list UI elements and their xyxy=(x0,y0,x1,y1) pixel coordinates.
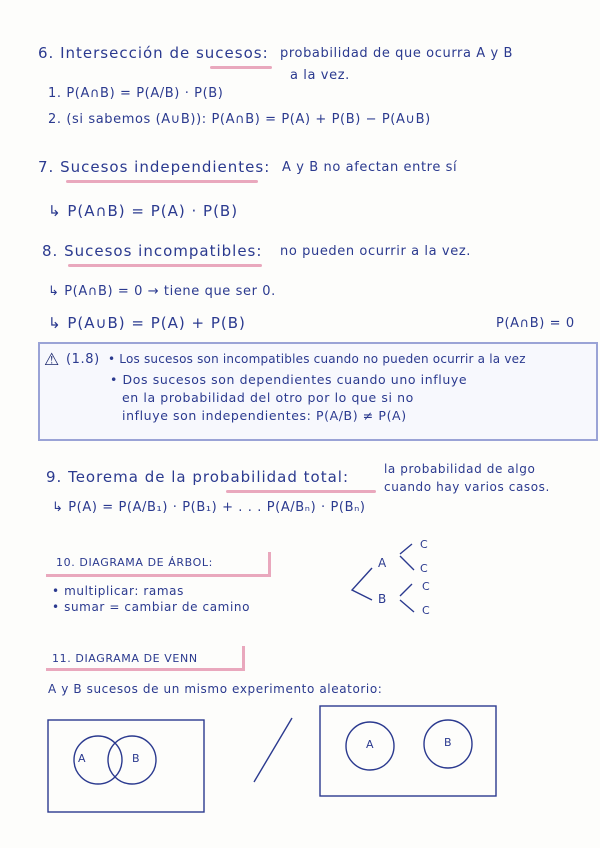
tree-leaf-1: C xyxy=(420,538,429,551)
section-11-definition: A y B sucesos de un mismo experimento aleatorio: xyxy=(48,682,383,696)
section-8-formula-1: ↳ P(A∩B) = 0 → tiene que ser 0. xyxy=(48,284,276,299)
section-6-formula-1: 1. P(A∩B) = P(A/B) · P(B) xyxy=(48,86,224,101)
note-line-4: influye son independientes: P(A/B) ≠ P(A) xyxy=(122,408,407,423)
section-11-title: 11. DIAGRAMA DE VENN xyxy=(52,652,198,665)
note-line-2: • Dos sucesos son dependientes cuando uno influye xyxy=(110,372,468,387)
section-8-title: 8. Sucesos incompatibles: xyxy=(42,242,263,260)
tree-leaf-2: C xyxy=(420,562,429,575)
section-6-formula-2: 2. (si sabemos (A∪B)): P(A∩B) = P(A) + P(B) − P(A∪B) xyxy=(48,112,431,127)
venn-label-b-disjoint: B xyxy=(444,736,453,749)
section-6-definition-cont: a la vez. xyxy=(290,68,350,83)
section-6-title: 6. Intersección de sucesos: xyxy=(38,44,269,62)
venn-label-b-intersecting: B xyxy=(132,752,141,765)
warning-icon: ⚠ xyxy=(44,350,60,370)
tree-node-a: A xyxy=(378,556,387,570)
section-9-formula: ↳ P(A) = P(A/B₁) · P(B₁) + . . . P(A/Bₙ) · P(Bₙ) xyxy=(52,500,366,515)
section-7-title: 7. Sucesos independientes: xyxy=(38,158,271,176)
note-line-1: • Los sucesos son incompatibles cuando no pueden ocurrir a la vez xyxy=(108,352,526,366)
tree-leaf-4: C xyxy=(422,604,431,617)
section-8-definition: no pueden ocurrir a la vez. xyxy=(280,244,471,259)
section-10-bullet-1: • multiplicar: ramas xyxy=(52,584,184,598)
tree-leaf-3: C xyxy=(422,580,431,593)
tree-node-b: B xyxy=(378,592,387,606)
section-10-title: 10. DIAGRAMA DE ÁRBOL: xyxy=(56,556,213,569)
section-6-definition: probabilidad de que ocurra A y B xyxy=(280,46,514,61)
section-8-formula-2: ↳ P(A∪B) = P(A) + P(B) xyxy=(48,314,246,332)
section-7-definition: A y B no afectan entre sí xyxy=(282,160,458,175)
section-10-bullet-2: • sumar = cambiar de camino xyxy=(52,600,251,614)
section-8-side-note: P(A∩B) = 0 xyxy=(496,316,575,331)
venn-label-a-intersecting: A xyxy=(78,752,87,765)
section-9-title: 9. Teorema de la probabilidad total: xyxy=(46,468,350,486)
venn-label-a-disjoint: A xyxy=(366,738,375,751)
section-7-formula: ↳ P(A∩B) = P(A) · P(B) xyxy=(48,202,239,220)
note-tag: (1.8) xyxy=(66,352,100,367)
note-line-3: en la probabilidad del otro por lo que si no xyxy=(122,390,414,405)
section-9-definition: la probabilidad de algo xyxy=(384,462,536,476)
section-9-definition-cont: cuando hay varios casos. xyxy=(384,480,550,494)
